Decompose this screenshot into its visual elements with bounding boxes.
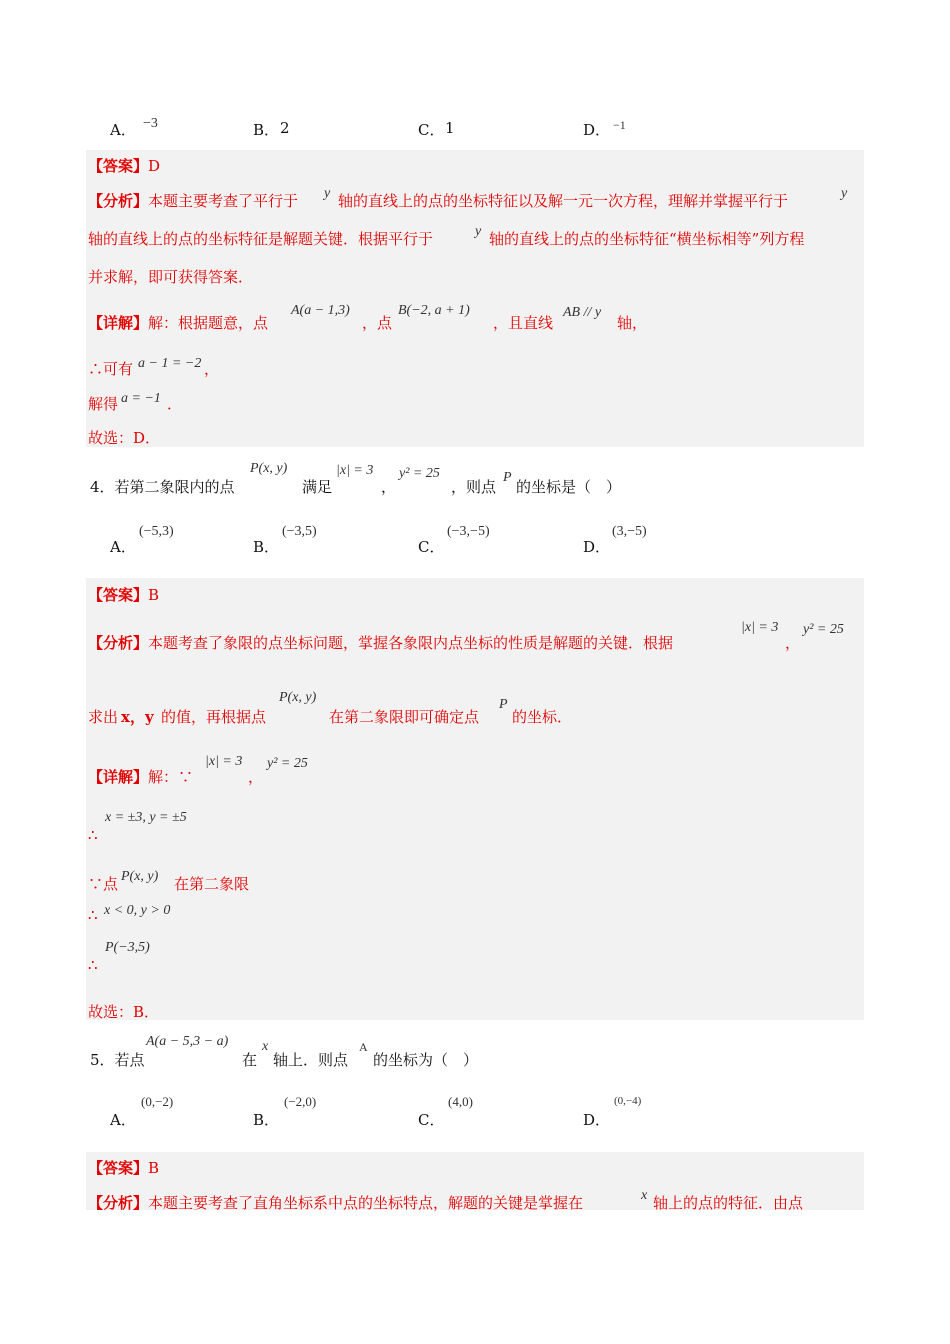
q4-option-d-letter: D． (583, 538, 611, 556)
q3-choose: 故选：D． (88, 429, 161, 447)
q3-line-ab: AB // y (563, 305, 602, 320)
q4-analysis-line-1 (88, 632, 673, 653)
q4-stem-a: 4．若第二象限内的点 (90, 478, 235, 496)
q3-analysis-text-2b: 轴的直线上的点的坐标特征“横坐标相等”列方程 (489, 230, 805, 248)
q4-choose: 故选：B． (88, 1003, 160, 1021)
q3-detail-text-1c: ，且直线 (493, 314, 554, 332)
q4-analysis-text-2a: 求出 (88, 708, 119, 726)
q4-analysis-comma: ， (785, 634, 801, 652)
q3-equation-1: a − 1 = −2 (138, 356, 202, 371)
q4-analysis-y-squared: y² = 25 (803, 622, 844, 637)
q3-detail-text-1a: 解：根据题意，点 (148, 314, 269, 332)
q3-equation-2-end: ． (167, 395, 183, 413)
q4-var-p: P (503, 470, 512, 485)
q5-answer-line (88, 1157, 159, 1178)
q3-detail-text-1b: ，点 (362, 314, 393, 332)
q3-detail-text-1d: 轴， (617, 314, 648, 332)
q3-option-d-letter: D． (583, 121, 611, 139)
q3-analysis-line-1 (88, 190, 298, 211)
q5-analysis-text-1a: 本题主要考查了直角坐标系中点的坐标特点，解题的关键是掌握在 (148, 1194, 584, 1212)
q5-option-b-letter: B． (253, 1111, 280, 1129)
q5-option-d-value: (0,−4) (614, 1095, 642, 1107)
q5-option-c-value: (4,0) (448, 1094, 473, 1109)
q3-detail-line-1 (88, 312, 268, 333)
q3-option-a-value: −3 (143, 116, 158, 131)
q3-point-a: A(a − 1,3) (291, 303, 350, 318)
q4-analysis-text-1: 本题考查了象限的点坐标问题，掌握各象限内点坐标的性质是解题的关键．根据 (148, 634, 674, 652)
q4-detail-abs-x: |x| = 3 (205, 754, 243, 769)
q3-option-d-value: −1 (613, 118, 626, 132)
q3-option-c-value: 1 (445, 119, 455, 137)
q3-analysis-text-2a: 轴的直线上的点的坐标特征是解题关键．根据平行于 (88, 230, 434, 248)
q3-analysis-tag: 【分析】 (88, 192, 149, 210)
q4-option-c-value: (−3,−5) (447, 524, 490, 539)
q4-analysis-text-2c: 的值，再根据点 (161, 708, 267, 726)
q5-option-b-value: (−2,0) (284, 1094, 317, 1109)
q4-point-p: P(x, y) (250, 461, 288, 476)
q4-answer: B (148, 586, 160, 604)
q4-detail-tag: 【详解】 (88, 768, 149, 786)
q4-option-b-letter: B． (253, 538, 280, 556)
q5-option-a-letter: A． (110, 1111, 136, 1129)
q4-in-second-quadrant: 在第二象限 (174, 875, 250, 893)
q3-option-a-letter: A． (110, 121, 136, 139)
q5-option-d-letter: D． (583, 1111, 611, 1129)
q4-answer-line (88, 584, 159, 605)
q4-result-point: P(−3,5) (105, 940, 150, 955)
q3-equation-1-end: ， (204, 360, 220, 378)
q4-analysis-text-2d: 在第二象限即可确定点 (329, 708, 480, 726)
q4-analysis-xy: x，y (121, 708, 154, 726)
q4-therefore-2: ∴ (88, 906, 98, 924)
q3-option-b-letter: B． (253, 121, 280, 139)
q4-option-a-value: (−5,3) (139, 524, 174, 539)
q4-detail-point-p: P(x, y) (121, 869, 159, 884)
q4-detail-text-1: 解：∵ (148, 768, 194, 786)
q3-therefore-text: ∴可有 (88, 360, 134, 378)
q4-comma: ， (381, 478, 397, 496)
q4-therefore-3: ∴ (88, 956, 98, 974)
q4-option-c-letter: C． (418, 538, 445, 556)
q5-var-x: x (262, 1039, 269, 1054)
q3-var-y-2: y (841, 186, 848, 201)
q3-option-c-letter: C． (418, 121, 445, 139)
q3-answer: D (148, 157, 161, 175)
q4-analysis-point-p: P(x, y) (279, 690, 317, 705)
q5-stem-a: 5．若点 (90, 1051, 145, 1069)
q4-option-d-value: (3,−5) (612, 524, 647, 539)
q5-answer-tag: 【答案】 (88, 1159, 149, 1177)
q4-inequality: x < 0, y > 0 (104, 903, 171, 918)
q4-therefore-1: ∴ (88, 826, 98, 844)
q3-solve-text: 解得 (88, 395, 119, 413)
q4-analysis-var-p: P (499, 697, 508, 712)
q4-answer-tag: 【答案】 (88, 586, 149, 604)
q5-stem-c: 轴上．则点 (273, 1051, 349, 1069)
q4-option-b-value: (−3,5) (282, 524, 317, 539)
q5-stem-d: 的坐标为（ ） (373, 1051, 479, 1069)
q3-analysis-text-3: 并求解，即可获得答案． (88, 268, 254, 286)
q4-detail-y-squared: y² = 25 (267, 756, 308, 771)
q3-answer-tag: 【答案】 (88, 157, 149, 175)
q3-var-y-1: y (324, 186, 331, 201)
q4-detail-line-1 (88, 766, 193, 787)
q5-analysis-tag: 【分析】 (88, 1194, 149, 1212)
q4-abs-x: |x| = 3 (336, 463, 374, 478)
q3-var-y-3: y (475, 224, 482, 239)
q4-stem-d: 的坐标是（ ） (516, 478, 622, 496)
q4-analysis-abs-x: |x| = 3 (741, 620, 779, 635)
q3-equation-2: a = −1 (121, 391, 161, 406)
q4-analysis-tag: 【分析】 (88, 634, 149, 652)
q5-option-c-letter: C． (418, 1111, 445, 1129)
q4-stem-b: 满足 (302, 478, 333, 496)
q5-point-a: A(a − 5,3 − a) (146, 1034, 229, 1049)
q3-analysis-text-1b: 轴的直线上的点的坐标特征以及解一元一次方程，理解并掌握平行于 (338, 192, 789, 210)
q4-detail-comma: ， (248, 768, 264, 786)
q4-y-squared: y² = 25 (399, 466, 440, 481)
q3-detail-tag: 【详解】 (88, 314, 149, 332)
q3-point-b: B(−2, a + 1) (398, 303, 470, 318)
q3-analysis-text-1a: 本题主要考查了平行于 (148, 192, 299, 210)
q5-analysis-var-x: x (641, 1188, 648, 1203)
q3-answer-line (88, 155, 160, 176)
q3-option-b-value: 2 (280, 119, 290, 137)
q4-because-point: ∵点 (88, 875, 119, 893)
q5-analysis-text-1b: 轴上的点的特征．由点 (653, 1194, 804, 1212)
q4-stem-c: ，则点 (451, 478, 497, 496)
q5-analysis-line-1 (88, 1192, 583, 1213)
q5-answer: B (148, 1159, 160, 1177)
q4-equation-xy: x = ±3, y = ±5 (105, 810, 187, 825)
q4-option-a-letter: A． (110, 538, 136, 556)
q5-option-a-value: (0,−2) (141, 1094, 174, 1109)
q5-stem-b: 在 (242, 1051, 258, 1069)
q4-analysis-text-2e: 的坐标． (512, 708, 573, 726)
q5-var-a: A (359, 1040, 368, 1054)
